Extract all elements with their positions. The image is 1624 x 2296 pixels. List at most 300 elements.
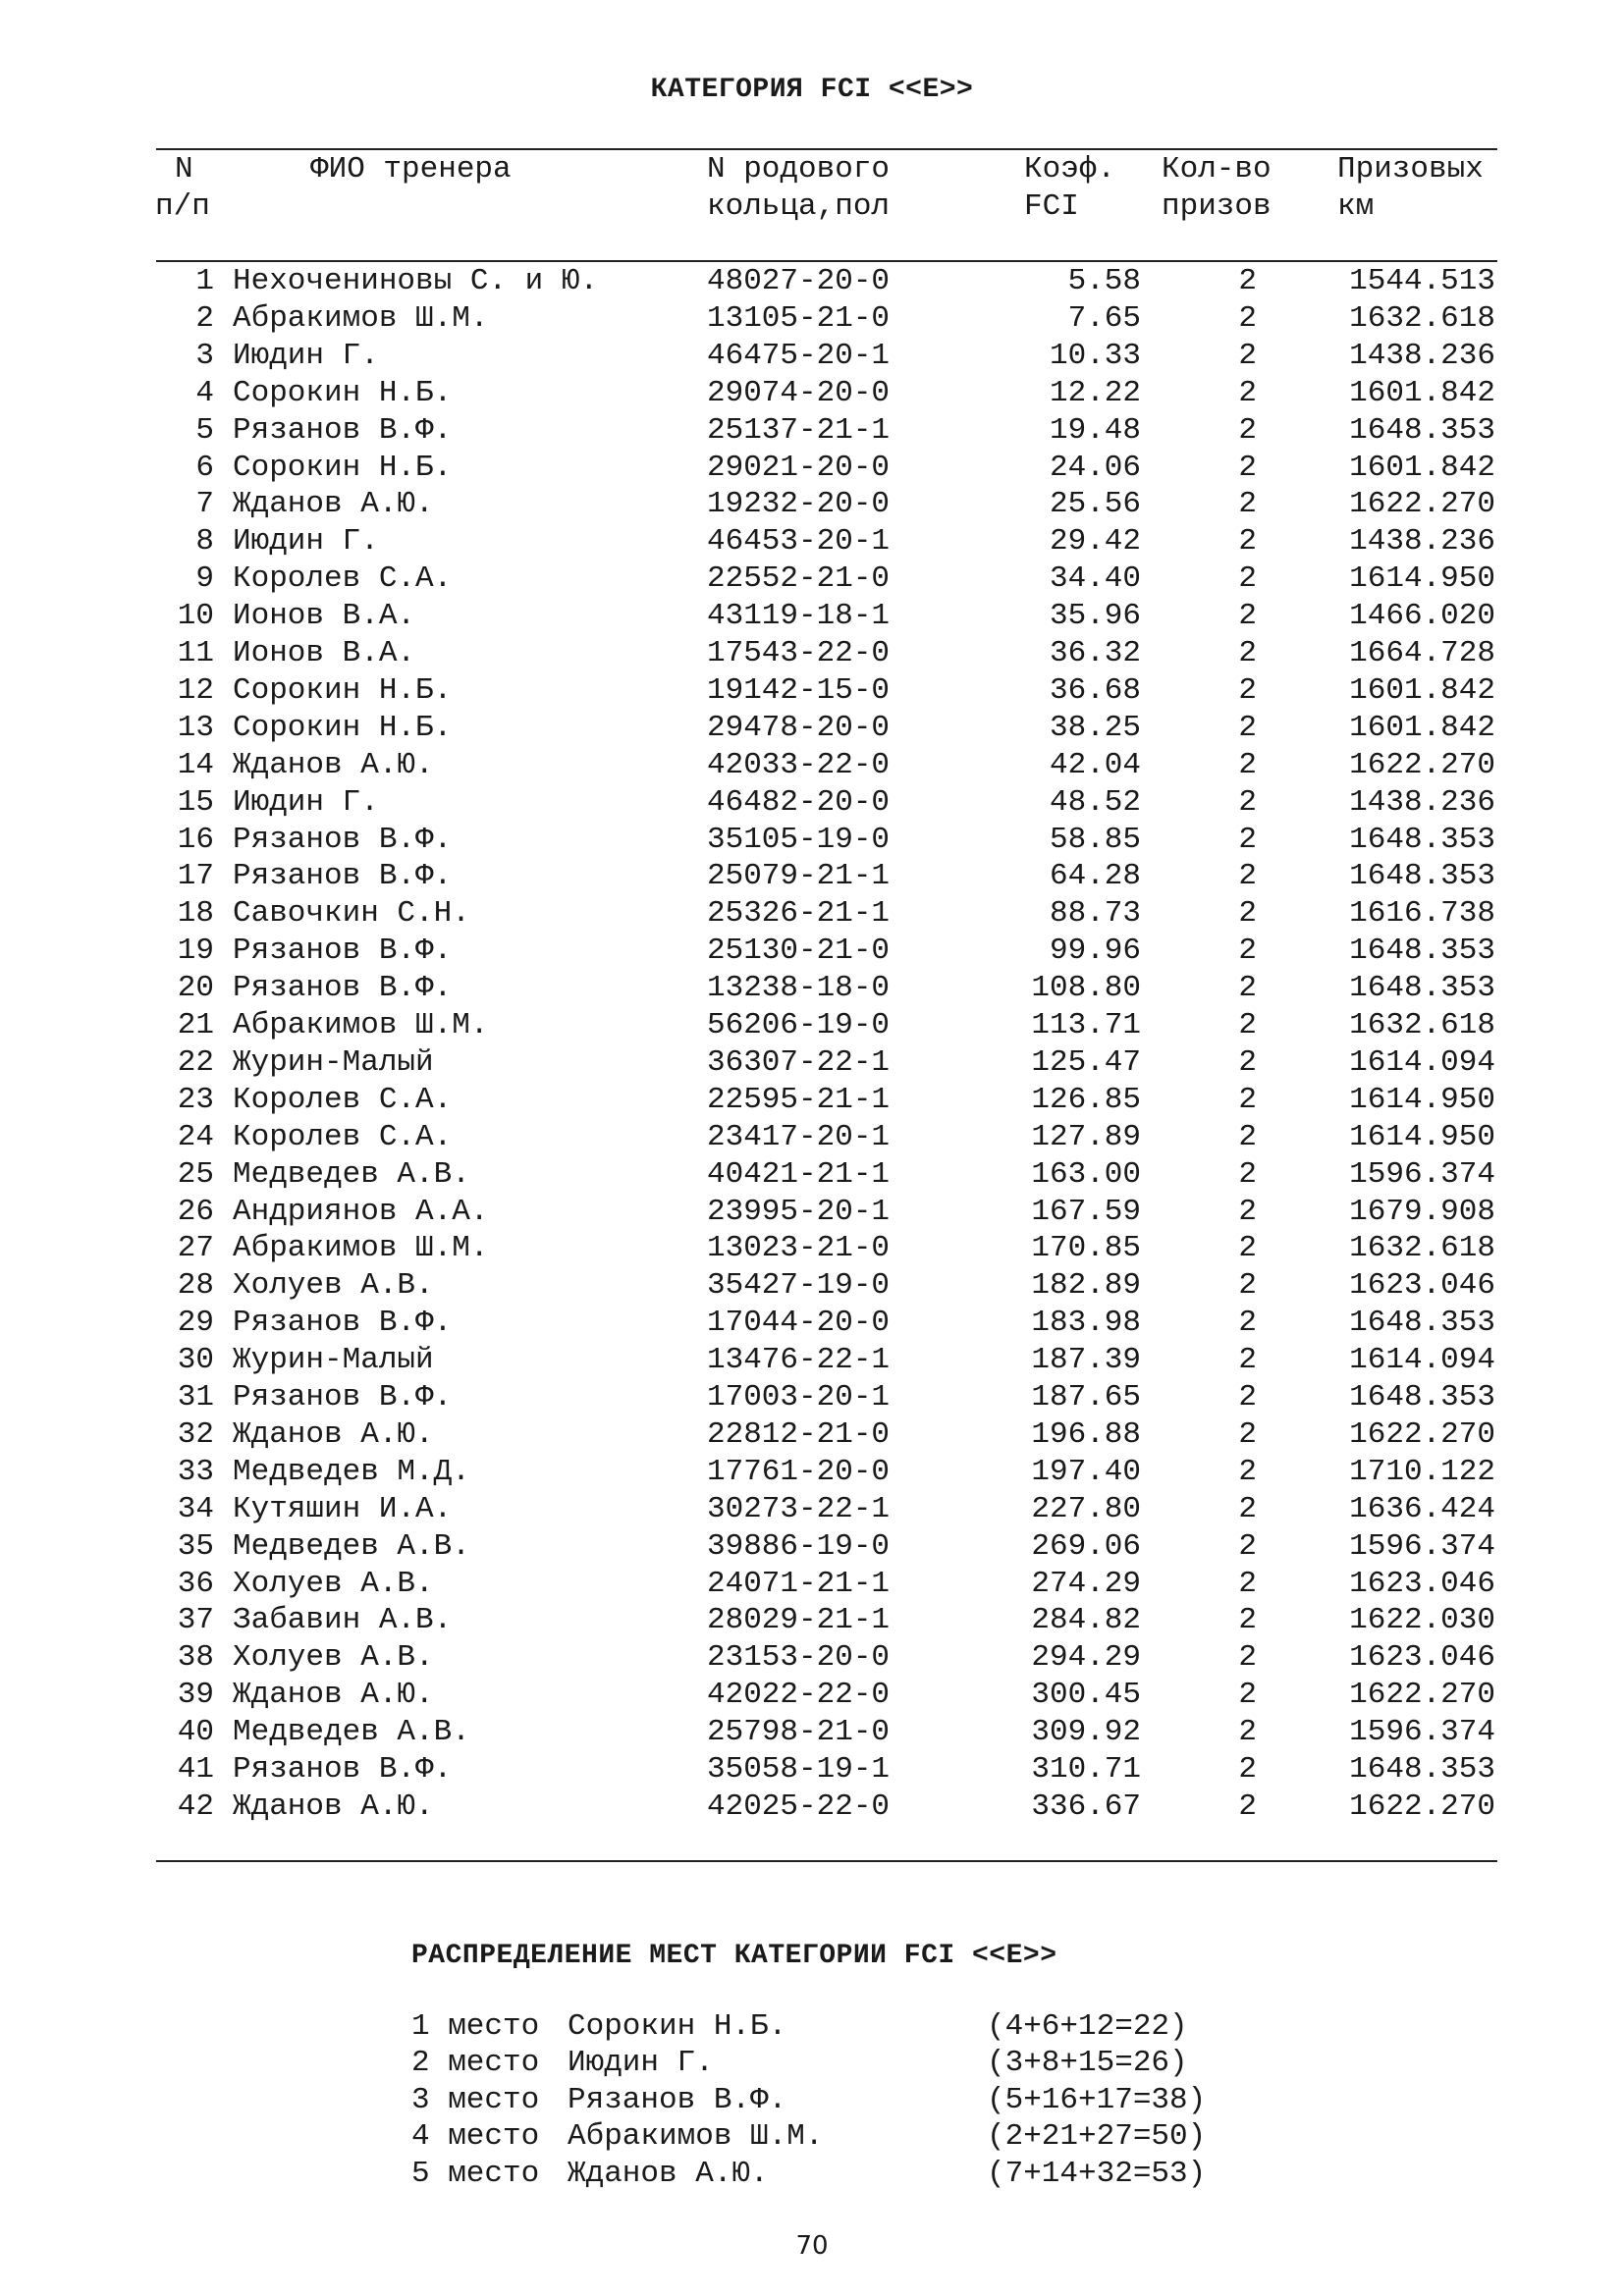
table-row bbox=[0, 1454, 1624, 1491]
row-prize-count: 2 bbox=[1238, 710, 1257, 745]
distribution-title: РАСПРЕДЕЛЕНИЕ МЕСТ КАТЕГОРИИ FCI <<E>> bbox=[411, 1941, 1057, 1971]
row-num: 10 bbox=[177, 599, 214, 634]
row-coef: 187.39 bbox=[1031, 1343, 1141, 1378]
table-row bbox=[0, 858, 1624, 895]
header-coef-line1: Коэф. bbox=[1024, 152, 1116, 187]
row-ring: 25798-21-0 bbox=[707, 1715, 891, 1750]
row-trainer: Сорокин Н.Б. bbox=[233, 710, 453, 745]
row-coef: 126.85 bbox=[1031, 1082, 1141, 1117]
row-ring: 13476-22-1 bbox=[707, 1343, 891, 1378]
row-prize-count: 2 bbox=[1238, 747, 1257, 782]
row-trainer: Сорокин Н.Б. bbox=[233, 672, 453, 708]
row-coef: 19.48 bbox=[1049, 412, 1141, 448]
distribution-place: 4 место bbox=[411, 2119, 540, 2155]
row-ring: 25326-21-1 bbox=[707, 896, 891, 932]
header-ring-line2: кольца,пол bbox=[707, 189, 891, 224]
row-prize-km: 1614.950 bbox=[1349, 561, 1495, 597]
row-trainer: Рязанов В.Ф. bbox=[233, 934, 453, 969]
row-trainer: Медведев А.В. bbox=[233, 1156, 470, 1192]
table-row bbox=[0, 412, 1624, 450]
row-coef: 12.22 bbox=[1049, 375, 1141, 410]
row-num: 5 bbox=[195, 412, 214, 448]
table-row bbox=[0, 1342, 1624, 1379]
row-ring: 40421-21-1 bbox=[707, 1156, 891, 1192]
table-row bbox=[0, 300, 1624, 338]
row-ring: 17761-20-0 bbox=[707, 1454, 891, 1489]
table-row bbox=[0, 486, 1624, 523]
row-ring: 39886-19-0 bbox=[707, 1528, 891, 1564]
row-coef: 197.40 bbox=[1031, 1454, 1141, 1489]
row-prize-km: 1623.046 bbox=[1349, 1268, 1495, 1304]
table-row bbox=[0, 523, 1624, 561]
table-row bbox=[0, 895, 1624, 933]
row-trainer: Рязанов В.Ф. bbox=[233, 412, 453, 448]
table-row bbox=[0, 933, 1624, 970]
distribution-calc: (2+21+27=50) bbox=[987, 2119, 1207, 2155]
row-num: 26 bbox=[177, 1194, 214, 1229]
row-ring: 19232-20-0 bbox=[707, 487, 891, 522]
row-num: 16 bbox=[177, 822, 214, 857]
row-prize-km: 1632.618 bbox=[1349, 1008, 1495, 1042]
row-num: 17 bbox=[177, 859, 214, 894]
row-ring: 23153-20-0 bbox=[707, 1640, 891, 1676]
row-coef: 36.32 bbox=[1049, 636, 1141, 670]
row-prize-km: 1710.122 bbox=[1349, 1454, 1495, 1489]
row-ring: 22552-21-0 bbox=[707, 561, 891, 597]
row-num: 40 bbox=[177, 1715, 214, 1750]
row-prize-count: 2 bbox=[1238, 1528, 1257, 1564]
row-coef: 269.06 bbox=[1031, 1528, 1141, 1564]
table-row bbox=[0, 1566, 1624, 1603]
row-prize-count: 2 bbox=[1238, 896, 1257, 932]
row-trainer: Абракимов Ш.М. bbox=[233, 300, 489, 336]
row-ring: 23995-20-1 bbox=[707, 1194, 891, 1229]
row-trainer: Жданов А.Ю. bbox=[233, 1789, 434, 1824]
row-prize-count: 2 bbox=[1238, 338, 1257, 373]
row-trainer: Рязанов В.Ф. bbox=[233, 971, 453, 1006]
row-prize-count: 2 bbox=[1238, 1380, 1257, 1415]
row-prize-count: 2 bbox=[1238, 1044, 1257, 1080]
table-row bbox=[0, 1267, 1624, 1305]
row-prize-count: 2 bbox=[1238, 1268, 1257, 1304]
row-ring: 46475-20-1 bbox=[707, 338, 891, 373]
row-ring: 22812-21-0 bbox=[707, 1416, 891, 1452]
row-coef: 35.96 bbox=[1049, 599, 1141, 634]
row-prize-count: 2 bbox=[1238, 1715, 1257, 1750]
row-ring: 35105-19-0 bbox=[707, 822, 891, 857]
row-coef: 336.67 bbox=[1031, 1789, 1141, 1824]
row-num: 36 bbox=[177, 1566, 214, 1601]
table-row bbox=[0, 1194, 1624, 1231]
row-num: 19 bbox=[177, 934, 214, 969]
table-row bbox=[0, 1528, 1624, 1566]
table-row bbox=[0, 747, 1624, 784]
row-trainer: Рязанов В.Ф. bbox=[233, 1752, 453, 1787]
row-ring: 48027-20-0 bbox=[707, 264, 891, 298]
header-count-line2: призов bbox=[1162, 189, 1272, 224]
row-prize-km: 1622.270 bbox=[1349, 487, 1495, 522]
row-coef: 34.40 bbox=[1049, 561, 1141, 597]
row-num: 22 bbox=[177, 1044, 214, 1080]
row-trainer: Журин-Малый bbox=[233, 1343, 434, 1378]
row-prize-km: 1622.270 bbox=[1349, 747, 1495, 782]
row-ring: 24071-21-1 bbox=[707, 1566, 891, 1601]
row-ring: 13023-21-0 bbox=[707, 1231, 891, 1266]
row-ring: 43119-18-1 bbox=[707, 599, 891, 634]
row-coef: 10.33 bbox=[1049, 338, 1141, 373]
row-prize-km: 1632.618 bbox=[1349, 1231, 1495, 1266]
row-num: 24 bbox=[177, 1119, 214, 1154]
table-row bbox=[0, 598, 1624, 635]
row-coef: 42.04 bbox=[1049, 747, 1141, 782]
row-ring: 42033-22-0 bbox=[707, 747, 891, 782]
row-trainer: Рязанов В.Ф. bbox=[233, 1380, 453, 1415]
row-trainer: Июдин Г. bbox=[233, 338, 379, 373]
header-num-line1: N bbox=[175, 152, 193, 187]
row-trainer: Королев С.А. bbox=[233, 1119, 453, 1154]
row-coef: 88.73 bbox=[1049, 896, 1141, 932]
row-num: 14 bbox=[177, 747, 214, 782]
row-trainer: Ионов В.А. bbox=[233, 599, 416, 634]
row-num: 35 bbox=[177, 1528, 214, 1564]
row-coef: 29.42 bbox=[1049, 524, 1141, 560]
row-coef: 99.96 bbox=[1049, 934, 1141, 969]
row-prize-count: 2 bbox=[1238, 822, 1257, 857]
row-prize-km: 1648.353 bbox=[1349, 822, 1495, 857]
row-num: 3 bbox=[195, 338, 214, 373]
row-ring: 25130-21-0 bbox=[707, 934, 891, 969]
row-prize-count: 2 bbox=[1238, 524, 1257, 560]
distribution-place: 5 место bbox=[411, 2156, 540, 2191]
row-trainer: Медведев М.Д. bbox=[233, 1454, 470, 1489]
row-prize-km: 1614.094 bbox=[1349, 1343, 1495, 1378]
row-prize-km: 1466.020 bbox=[1349, 599, 1495, 634]
row-prize-count: 2 bbox=[1238, 1640, 1257, 1676]
row-coef: 182.89 bbox=[1031, 1268, 1141, 1304]
row-prize-count: 2 bbox=[1238, 1119, 1257, 1154]
table-row bbox=[0, 1007, 1624, 1044]
row-trainer: Абракимов Ш.М. bbox=[233, 1008, 489, 1042]
row-prize-km: 1648.353 bbox=[1349, 1306, 1495, 1341]
row-trainer: Жданов А.Ю. bbox=[233, 487, 434, 522]
row-coef: 309.92 bbox=[1031, 1715, 1141, 1750]
table-row bbox=[0, 338, 1624, 375]
row-coef: 187.65 bbox=[1031, 1380, 1141, 1415]
row-num: 29 bbox=[177, 1306, 214, 1341]
row-ring: 42025-22-0 bbox=[707, 1789, 891, 1824]
row-prize-km: 1648.353 bbox=[1349, 1752, 1495, 1787]
row-trainer: Июдин Г. bbox=[233, 784, 379, 820]
row-num: 38 bbox=[177, 1640, 214, 1676]
row-ring: 35427-19-0 bbox=[707, 1268, 891, 1304]
row-ring: 25079-21-1 bbox=[707, 859, 891, 894]
row-num: 6 bbox=[195, 450, 214, 485]
row-trainer: Медведев А.В. bbox=[233, 1528, 470, 1564]
table-header-rule bbox=[156, 260, 1497, 262]
row-prize-km: 1622.270 bbox=[1349, 1789, 1495, 1824]
row-coef: 183.98 bbox=[1031, 1306, 1141, 1341]
row-coef: 163.00 bbox=[1031, 1156, 1141, 1192]
row-prize-km: 1648.353 bbox=[1349, 859, 1495, 894]
row-prize-km: 1614.950 bbox=[1349, 1119, 1495, 1154]
row-num: 9 bbox=[195, 561, 214, 597]
row-prize-km: 1438.236 bbox=[1349, 784, 1495, 820]
distribution-calc: (4+6+12=22) bbox=[987, 2009, 1188, 2044]
row-prize-km: 1601.842 bbox=[1349, 375, 1495, 410]
distribution-trainer: Абракимов Ш.М. bbox=[568, 2119, 824, 2155]
distribution-place: 2 место bbox=[411, 2046, 540, 2081]
table-row bbox=[0, 822, 1624, 859]
table-row bbox=[0, 263, 1624, 300]
row-num: 30 bbox=[177, 1343, 214, 1378]
row-ring: 13105-21-0 bbox=[707, 300, 891, 336]
row-prize-km: 1622.270 bbox=[1349, 1678, 1495, 1713]
row-prize-km: 1622.270 bbox=[1349, 1416, 1495, 1452]
row-ring: 29074-20-0 bbox=[707, 375, 891, 410]
row-prize-count: 2 bbox=[1238, 1343, 1257, 1378]
row-prize-count: 2 bbox=[1238, 1491, 1257, 1526]
row-prize-km: 1648.353 bbox=[1349, 412, 1495, 448]
row-coef: 25.56 bbox=[1049, 487, 1141, 522]
distribution-item bbox=[0, 2082, 1624, 2119]
row-prize-count: 2 bbox=[1238, 599, 1257, 634]
row-prize-count: 2 bbox=[1238, 375, 1257, 410]
row-prize-count: 2 bbox=[1238, 1454, 1257, 1489]
table-row bbox=[0, 1156, 1624, 1194]
row-prize-count: 2 bbox=[1238, 1416, 1257, 1452]
table-row bbox=[0, 1305, 1624, 1342]
row-coef: 167.59 bbox=[1031, 1194, 1141, 1229]
header-count-line1: Кол-во bbox=[1162, 152, 1272, 187]
table-row bbox=[0, 1751, 1624, 1789]
row-trainer: Холуев А.В. bbox=[233, 1640, 434, 1676]
row-ring: 19142-15-0 bbox=[707, 672, 891, 708]
row-trainer: Королев С.А. bbox=[233, 1082, 453, 1117]
header-km-line2: км bbox=[1337, 189, 1375, 224]
row-num: 25 bbox=[177, 1156, 214, 1192]
row-prize-count: 2 bbox=[1238, 264, 1257, 298]
row-prize-km: 1438.236 bbox=[1349, 338, 1495, 373]
header-num-line2: п/п bbox=[155, 189, 210, 224]
row-num: 4 bbox=[195, 375, 214, 410]
row-num: 31 bbox=[177, 1380, 214, 1415]
table-row bbox=[0, 1119, 1624, 1156]
row-coef: 284.82 bbox=[1031, 1603, 1141, 1638]
row-prize-km: 1614.950 bbox=[1349, 1082, 1495, 1117]
row-coef: 48.52 bbox=[1049, 784, 1141, 820]
row-num: 42 bbox=[177, 1789, 214, 1824]
row-prize-km: 1648.353 bbox=[1349, 971, 1495, 1006]
row-prize-count: 2 bbox=[1238, 487, 1257, 522]
row-coef: 227.80 bbox=[1031, 1491, 1141, 1526]
row-coef: 113.71 bbox=[1031, 1008, 1141, 1042]
row-ring: 42022-22-0 bbox=[707, 1678, 891, 1713]
row-num: 27 bbox=[177, 1231, 214, 1266]
table-row bbox=[0, 970, 1624, 1007]
table-row bbox=[0, 1602, 1624, 1639]
row-prize-count: 2 bbox=[1238, 1566, 1257, 1601]
row-coef: 170.85 bbox=[1031, 1231, 1141, 1266]
row-num: 15 bbox=[177, 784, 214, 820]
row-prize-km: 1438.236 bbox=[1349, 524, 1495, 560]
row-prize-count: 2 bbox=[1238, 1306, 1257, 1341]
row-prize-km: 1596.374 bbox=[1349, 1528, 1495, 1564]
row-ring: 13238-18-0 bbox=[707, 971, 891, 1006]
row-prize-count: 2 bbox=[1238, 1231, 1257, 1266]
row-ring: 17003-20-1 bbox=[707, 1380, 891, 1415]
row-num: 21 bbox=[177, 1008, 214, 1042]
row-ring: 46453-20-1 bbox=[707, 524, 891, 560]
row-num: 1 bbox=[195, 264, 214, 298]
row-trainer: Андриянов А.А. bbox=[233, 1194, 489, 1229]
row-num: 33 bbox=[177, 1454, 214, 1489]
distribution-trainer: Июдин Г. bbox=[568, 2046, 714, 2081]
row-num: 11 bbox=[177, 636, 214, 670]
row-coef: 196.88 bbox=[1031, 1416, 1141, 1452]
row-prize-count: 2 bbox=[1238, 412, 1257, 448]
table-row bbox=[0, 375, 1624, 412]
row-coef: 36.68 bbox=[1049, 672, 1141, 708]
row-ring: 35058-19-1 bbox=[707, 1752, 891, 1787]
distribution-item bbox=[0, 2156, 1624, 2193]
row-coef: 125.47 bbox=[1031, 1044, 1141, 1080]
row-num: 37 bbox=[177, 1603, 214, 1638]
row-trainer: Июдин Г. bbox=[233, 524, 379, 560]
row-coef: 294.29 bbox=[1031, 1640, 1141, 1676]
row-trainer: Нехочениновы С. и Ю. bbox=[233, 264, 599, 298]
row-trainer: Жданов А.Ю. bbox=[233, 1416, 434, 1452]
row-num: 2 bbox=[195, 300, 214, 336]
distribution-item bbox=[0, 2008, 1624, 2046]
distribution-calc: (3+8+15=26) bbox=[987, 2046, 1188, 2081]
row-ring: 17543-22-0 bbox=[707, 636, 891, 670]
table-row bbox=[0, 1789, 1624, 1826]
row-prize-km: 1614.094 bbox=[1349, 1044, 1495, 1080]
table-row bbox=[0, 561, 1624, 598]
row-coef: 5.58 bbox=[1067, 264, 1141, 298]
row-trainer: Королев С.А. bbox=[233, 561, 453, 597]
row-trainer: Рязанов В.Ф. bbox=[233, 822, 453, 857]
row-ring: 25137-21-1 bbox=[707, 412, 891, 448]
distribution-place: 3 место bbox=[411, 2082, 540, 2117]
distribution-trainer: Жданов А.Ю. bbox=[568, 2156, 769, 2191]
table-row bbox=[0, 1639, 1624, 1677]
row-prize-count: 2 bbox=[1238, 1603, 1257, 1638]
table-row bbox=[0, 672, 1624, 710]
row-coef: 108.80 bbox=[1031, 971, 1141, 1006]
row-ring: 29021-20-0 bbox=[707, 450, 891, 485]
table-row bbox=[0, 710, 1624, 747]
row-prize-km: 1596.374 bbox=[1349, 1156, 1495, 1192]
row-prize-km: 1601.842 bbox=[1349, 710, 1495, 745]
row-trainer: Медведев А.В. bbox=[233, 1715, 470, 1750]
header-ring-line1: N родового bbox=[707, 152, 891, 187]
row-prize-count: 2 bbox=[1238, 450, 1257, 485]
row-ring: 23417-20-1 bbox=[707, 1119, 891, 1154]
distribution-item bbox=[0, 2045, 1624, 2082]
header-name: ФИО тренера bbox=[310, 152, 512, 187]
row-prize-km: 1679.908 bbox=[1349, 1194, 1495, 1229]
row-prize-km: 1648.353 bbox=[1349, 934, 1495, 969]
row-prize-count: 2 bbox=[1238, 1789, 1257, 1824]
row-prize-count: 2 bbox=[1238, 1194, 1257, 1229]
row-prize-count: 2 bbox=[1238, 1082, 1257, 1117]
row-num: 41 bbox=[177, 1752, 214, 1787]
row-prize-km: 1601.842 bbox=[1349, 672, 1495, 708]
row-ring: 22595-21-1 bbox=[707, 1082, 891, 1117]
row-prize-km: 1544.513 bbox=[1349, 264, 1495, 298]
row-prize-km: 1616.738 bbox=[1349, 896, 1495, 932]
row-ring: 29478-20-0 bbox=[707, 710, 891, 745]
row-num: 12 bbox=[177, 672, 214, 708]
row-prize-km: 1601.842 bbox=[1349, 450, 1495, 485]
row-num: 18 bbox=[177, 896, 214, 932]
distribution-trainer: Сорокин Н.Б. bbox=[568, 2009, 787, 2044]
row-trainer: Журин-Малый bbox=[233, 1044, 434, 1080]
row-trainer: Жданов А.Ю. bbox=[233, 1678, 434, 1713]
table-row bbox=[0, 635, 1624, 672]
row-prize-km: 1636.424 bbox=[1349, 1491, 1495, 1526]
row-coef: 24.06 bbox=[1049, 450, 1141, 485]
table-row bbox=[0, 1044, 1624, 1082]
row-num: 20 bbox=[177, 971, 214, 1006]
row-prize-count: 2 bbox=[1238, 300, 1257, 336]
table-row bbox=[0, 1416, 1624, 1454]
row-trainer: Сорокин Н.Б. bbox=[233, 450, 453, 485]
row-ring: 17044-20-0 bbox=[707, 1306, 891, 1341]
row-prize-km: 1664.728 bbox=[1349, 636, 1495, 670]
row-prize-count: 2 bbox=[1238, 859, 1257, 894]
row-trainer: Сорокин Н.Б. bbox=[233, 375, 453, 410]
row-prize-count: 2 bbox=[1238, 934, 1257, 969]
row-trainer: Рязанов В.Ф. bbox=[233, 859, 453, 894]
table-top-rule bbox=[156, 148, 1497, 150]
row-trainer: Савочкин С.Н. bbox=[233, 896, 470, 932]
table-row bbox=[0, 450, 1624, 487]
row-prize-count: 2 bbox=[1238, 636, 1257, 670]
row-prize-km: 1623.046 bbox=[1349, 1566, 1495, 1601]
row-prize-count: 2 bbox=[1238, 1752, 1257, 1787]
row-prize-km: 1622.030 bbox=[1349, 1603, 1495, 1638]
row-coef: 7.65 bbox=[1067, 300, 1141, 336]
row-trainer: Забавин А.В. bbox=[233, 1603, 453, 1638]
row-ring: 36307-22-1 bbox=[707, 1044, 891, 1080]
row-ring: 46482-20-0 bbox=[707, 784, 891, 820]
row-prize-count: 2 bbox=[1238, 1156, 1257, 1192]
table-row bbox=[0, 1677, 1624, 1714]
row-coef: 64.28 bbox=[1049, 859, 1141, 894]
row-num: 39 bbox=[177, 1678, 214, 1713]
row-trainer: Холуев А.В. bbox=[233, 1268, 434, 1304]
row-coef: 300.45 bbox=[1031, 1678, 1141, 1713]
row-trainer: Кутяшин И.А. bbox=[233, 1491, 453, 1526]
row-trainer: Ионов В.А. bbox=[233, 636, 416, 670]
row-num: 23 bbox=[177, 1082, 214, 1117]
row-prize-count: 2 bbox=[1238, 1008, 1257, 1042]
row-num: 7 bbox=[195, 487, 214, 522]
table-row bbox=[0, 1082, 1624, 1119]
row-num: 13 bbox=[177, 710, 214, 745]
row-num: 32 bbox=[177, 1416, 214, 1452]
row-num: 28 bbox=[177, 1268, 214, 1304]
row-ring: 30273-22-1 bbox=[707, 1491, 891, 1526]
distribution-calc: (7+14+32=53) bbox=[987, 2156, 1207, 2191]
row-prize-count: 2 bbox=[1238, 561, 1257, 597]
header-coef-line2: FCI bbox=[1024, 189, 1079, 224]
row-prize-count: 2 bbox=[1238, 971, 1257, 1006]
row-coef: 127.89 bbox=[1031, 1119, 1141, 1154]
page-title: КАТЕГОРИЯ FCI <<E>> bbox=[650, 75, 974, 105]
